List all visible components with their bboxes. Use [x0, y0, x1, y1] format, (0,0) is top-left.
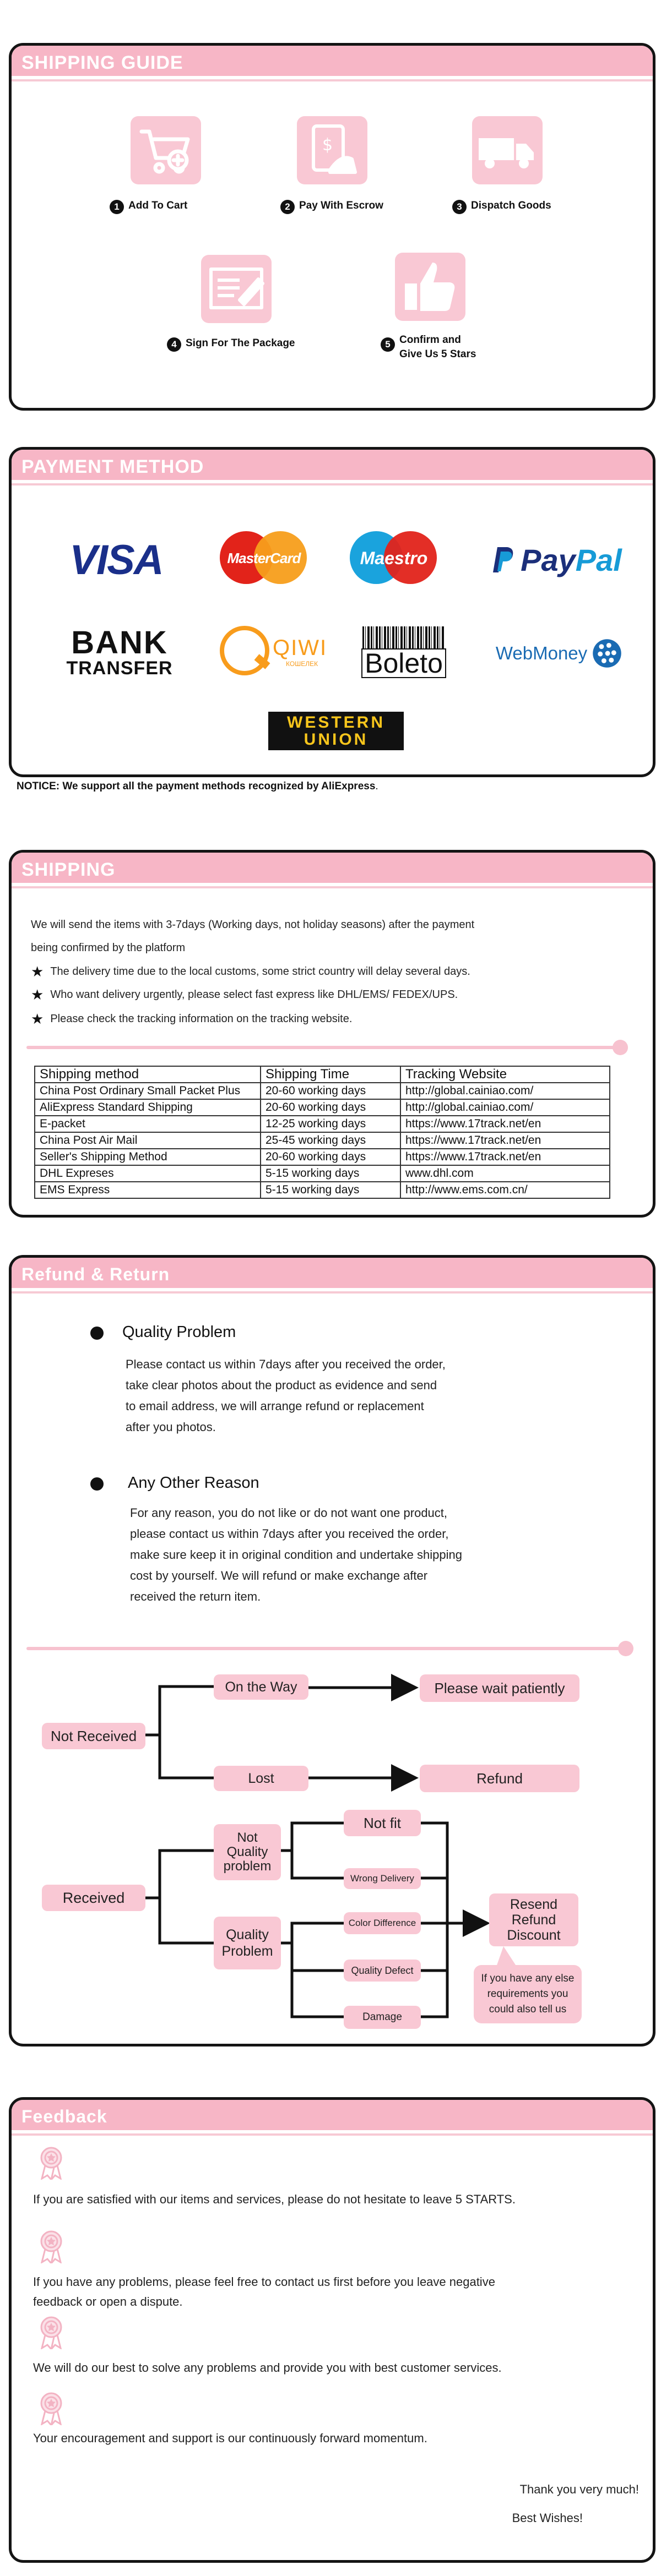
shipping-table-header-row: [35, 1066, 610, 1083]
wait-patiently-node: Please wait patiently: [420, 1674, 579, 1702]
on-the-way-node: On the Way: [214, 1674, 308, 1700]
wrong-delivery-node: Wrong Delivery: [344, 1868, 421, 1889]
step-2-text: Pay With Escrow: [299, 200, 383, 211]
maestro-logo: Maestro: [350, 528, 438, 588]
cart-icon: [131, 116, 201, 184]
step-1-number: 1: [110, 200, 124, 214]
shipping-header: [12, 853, 653, 885]
refund-return-title: Refund & Return: [21, 1264, 170, 1284]
shipping-guide-card: [9, 43, 655, 411]
feedback-header: [12, 2100, 653, 2132]
step-5-text-line2: Give Us 5 Stars: [399, 348, 476, 360]
table-cell: 20-60 working days: [261, 1099, 400, 1116]
table-row: [35, 1099, 610, 1116]
medal-icon: [39, 2391, 64, 2425]
payment-method-card: [9, 447, 655, 777]
shipping-intro-line2: being confirmed by the platform: [31, 942, 186, 954]
step-3-number: 3: [452, 200, 467, 214]
paypal-logo: Pay Pal: [483, 538, 632, 582]
not-quality-problem-node: Not Quality problem: [214, 1824, 281, 1880]
table-cell: http://global.cainiao.com/: [400, 1083, 610, 1099]
thanks-text: Thank you very much!: [519, 2482, 639, 2496]
shipping-title: SHIPPING: [21, 859, 116, 880]
webmoney-logo: WebMoney: [487, 631, 631, 675]
table-cell: www.dhl.com: [400, 1165, 610, 1182]
quality-problem-title: Quality Problem: [122, 1323, 236, 1341]
quality-problem-node: Quality Problem: [214, 1917, 281, 1969]
feedback-line-1: If you are satisfied with our items and services, please do not hesitate to leave 5 STARTS.: [33, 2192, 516, 2206]
table-row: [35, 1165, 610, 1182]
table-row: [35, 1149, 610, 1165]
truck-icon: [472, 116, 543, 184]
barcode-icon: [362, 626, 445, 648]
payment-method-header: [12, 450, 653, 482]
quality-problem-bullet: [90, 1327, 104, 1340]
feedback-line-4: Your encouragement and support is our continuously forward momentum.: [33, 2431, 427, 2445]
step-2-label: [280, 200, 383, 214]
table-cell: 5-15 working days: [261, 1165, 400, 1182]
mastercard-logo: MasterCard: [220, 528, 308, 588]
shipping-divider: [26, 1046, 621, 1049]
shipping-divider-dot: [613, 1040, 628, 1055]
shipping-table-header: Shipping method: [35, 1066, 261, 1083]
best-wishes-text: Best Wishes!: [512, 2511, 583, 2525]
step-4-number: 4: [167, 337, 181, 352]
refund-return-header: [12, 1258, 653, 1290]
refund-divider-dot: [618, 1641, 633, 1656]
visa-logo: VISA: [69, 536, 163, 583]
table-cell: DHL Expreses: [35, 1165, 261, 1182]
damage-node: Damage: [344, 2006, 421, 2029]
feedback-line-3: We will do our best to solve any problems and provide you with best customer services.: [33, 2361, 502, 2375]
payment-notice: NOTICE: We support all the payment methods recognized by AliExpress.: [17, 781, 378, 792]
shipping-bullet-2: ★ Who want delivery urgently, please select fast express like DHL/EMS/ FEDEX/UPS.: [31, 986, 458, 1003]
star-icon: ★: [31, 963, 44, 980]
sign-icon: [201, 255, 272, 323]
table-cell: 20-60 working days: [261, 1149, 400, 1165]
table-cell: Seller's Shipping Method: [35, 1149, 261, 1165]
step-5-number: 5: [381, 337, 395, 352]
bank-transfer-logo: BANK TRANSFER: [66, 625, 173, 679]
refund-node: Refund: [420, 1765, 579, 1792]
table-cell: https://www.17track.net/en: [400, 1132, 610, 1149]
qiwi-logo: QIWI КОШЕЛЕК: [220, 618, 330, 684]
not-fit-node: Not fit: [344, 1810, 421, 1836]
quality-defect-node: Quality Defect: [344, 1960, 421, 1982]
table-cell: China Post Ordinary Small Packet Plus: [35, 1083, 261, 1099]
escrow-icon: [297, 116, 367, 184]
other-reason-title: Any Other Reason: [128, 1474, 259, 1492]
table-cell: 20-60 working days: [261, 1083, 400, 1099]
shipping-guide-title: SHIPPING GUIDE: [21, 52, 183, 73]
quality-problem-text: Please contact us within 7days after you received the order, take clear photos about the product as evidence and send to email address, we will arrange refund or replacement after you photos.: [126, 1357, 446, 1434]
table-cell: http://global.cainiao.com/: [400, 1099, 610, 1116]
table-cell: China Post Air Mail: [35, 1132, 261, 1149]
boleto-logo: Boleto: [355, 624, 452, 681]
svg-text:$: $: [322, 135, 333, 155]
table-cell: 25-45 working days: [261, 1132, 400, 1149]
table-cell: http://www.ems.com.cn/: [400, 1182, 610, 1198]
medal-icon: [39, 2315, 64, 2349]
shipping-table-header: Shipping Time: [261, 1066, 400, 1083]
table-cell: 5-15 working days: [261, 1182, 400, 1198]
table-cell: 12-25 working days: [261, 1116, 400, 1132]
shipping-bullet-3: ★ Please check the tracking information on the tracking website.: [31, 1011, 353, 1027]
table-cell: https://www.17track.net/en: [400, 1149, 610, 1165]
received-node: Received: [42, 1885, 145, 1911]
resend-refund-discount-node: Resend Refund Discount: [489, 1893, 578, 1946]
table-cell: https://www.17track.net/en: [400, 1116, 610, 1132]
step-5-label: [381, 333, 476, 362]
step-3-text: Dispatch Goods: [471, 200, 551, 211]
table-cell: EMS Express: [35, 1182, 261, 1198]
step-3-label: [452, 200, 551, 214]
table-cell: E-packet: [35, 1116, 261, 1132]
star-icon: ★: [31, 1011, 44, 1027]
other-reason-bullet: [90, 1477, 104, 1491]
lost-node: Lost: [214, 1766, 308, 1791]
shipping-table-header: Tracking Website: [400, 1066, 610, 1083]
star-icon: ★: [31, 986, 44, 1003]
shipping-guide-header: [12, 46, 653, 78]
thumbs-up-icon: [395, 253, 465, 321]
color-difference-node: Color Difference: [344, 1912, 421, 1934]
medal-icon: [39, 2146, 64, 2180]
table-row: [35, 1182, 610, 1198]
step-4-text: Sign For The Package: [186, 337, 295, 349]
table-row: [35, 1132, 610, 1149]
refund-divider: [26, 1647, 627, 1650]
step-4-label: [167, 337, 295, 352]
step-1-text: Add To Cart: [128, 200, 188, 211]
shipping-bullet-1: ★ The delivery time due to the local customs, some strict country will delay several days.: [31, 963, 470, 980]
western-union-logo: WESTERN UNION: [268, 712, 404, 750]
step-1-label: [110, 200, 187, 214]
table-row: [35, 1083, 610, 1099]
feedback-title: Feedback: [21, 2106, 107, 2126]
table-row: [35, 1116, 610, 1132]
else-requirements-note: If you have any else requirements you could also tell us: [474, 1965, 582, 2023]
not-received-node: Not Received: [42, 1723, 145, 1749]
table-cell: AliExpress Standard Shipping: [35, 1099, 261, 1116]
payment-method-title: PAYMENT METHOD: [21, 456, 204, 477]
medal-icon: [39, 2229, 64, 2263]
step-2-number: 2: [280, 200, 295, 214]
shipping-intro-line1: We will send the items with 3-7days (Working days, not holiday seasons) after the payment: [31, 919, 475, 931]
step-5-text-line1: Confirm and: [399, 334, 461, 346]
shipping-table: [34, 1066, 610, 1199]
feedback-line-2: If you have any problems, please feel free to contact us first before you leave negative feedback or open a dispute.: [33, 2275, 495, 2308]
other-reason-text: For any reason, you do not like or do not want one product, please contact us within 7days after you received the order, make sure keep it in original condition and undertake shipping cost by yourself. We will refund or make exchange after received the return item.: [130, 1506, 462, 1603]
